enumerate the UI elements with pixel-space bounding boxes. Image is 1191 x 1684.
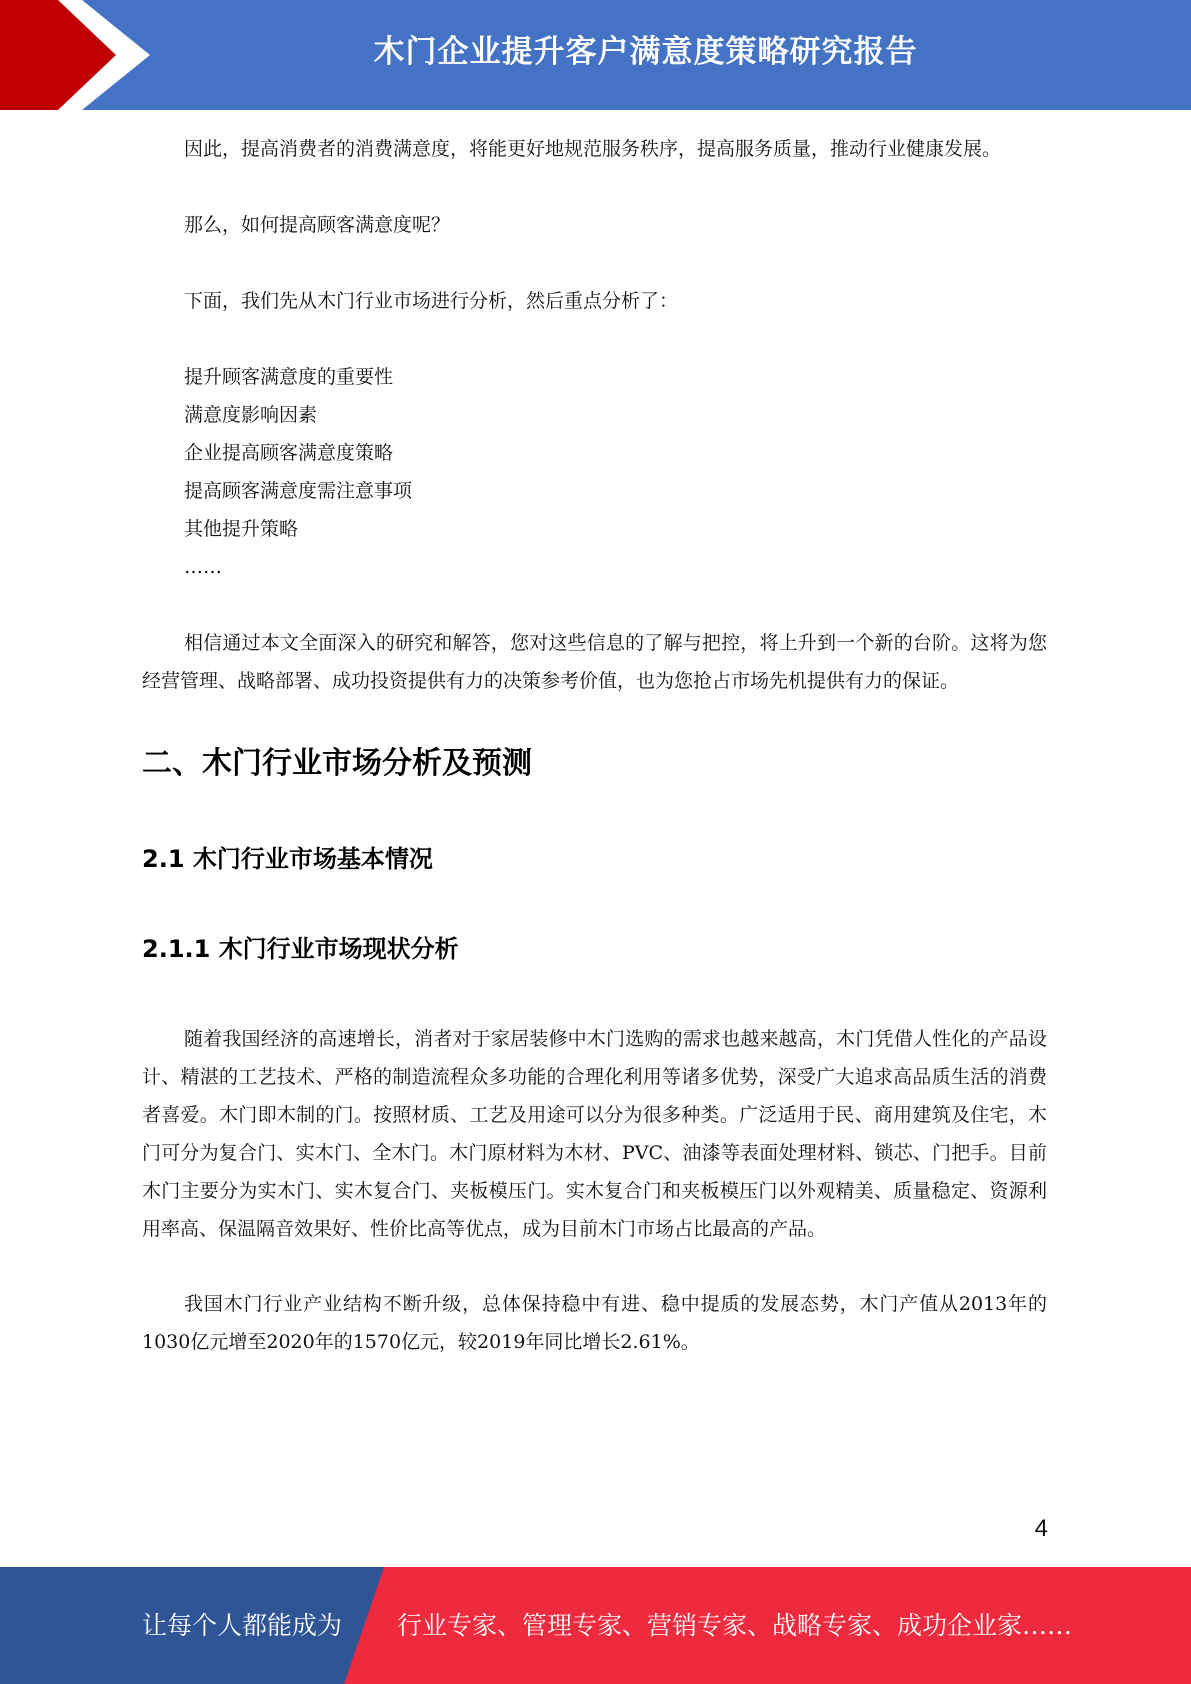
subsubsection-heading: 2.1.1 木门行业市场现状分析 bbox=[142, 935, 459, 963]
page-footer bbox=[0, 1567, 1191, 1684]
industry-output-paragraph: 我国木门行业产业结构不断升级，总体保持稳中有进、稳中提质的发展态势，木门产值从2013年的1030亿元增至2020年的1570亿元，较2019年同比增长2.61%。 bbox=[142, 1293, 1047, 1353]
market-status-paragraph: 随着我国经济的高速增长，消者对于家居装修中木门选购的需求也越来越高，木门凭借人性化的产品设计、精湛的工艺技术、严格的制造流程众多功能的合理化利用等诸多优势，深受广大追求高品质生活的消费者喜爱。木门即木制的门。按照材质、工艺及用途可以分为很多种类。广泛适用于民、商用建筑及住宅，木门可分为复合门、实木门、全木门。木门原材料为木材、PVC、油漆等表面处理材料、锁芯、门把手。目前木门主要分为实木门、实木复合门、夹板模压门。实木复合门和夹板模压门以外观精美、质量稳定、资源利用率高、保温隔音效果好、性价比高等优点，成为目前木门市场占比最高的产品。 bbox=[142, 1028, 1047, 1240]
list-item: 企业提高顾客满意度策略 bbox=[184, 442, 394, 464]
list-item: 提高顾客满意度需注意事项 bbox=[184, 480, 413, 502]
list-item: 满意度影响因素 bbox=[184, 404, 318, 426]
document-body bbox=[142, 130, 1047, 1361]
page-header bbox=[0, 0, 1191, 110]
footer-slogan-right: 行业专家、管理专家、营销专家、战略专家、成功企业家…… bbox=[397, 1611, 1073, 1640]
intro-paragraph: 因此，提高消费者的消费满意度，将能更好地规范服务秩序，提高服务质量，推动行业健康发展。 bbox=[184, 138, 1002, 160]
report-title: 木门企业提升客户满意度策略研究报告 bbox=[373, 34, 918, 70]
topic-list bbox=[142, 358, 1047, 586]
subsection-heading: 2.1 木门行业市场基本情况 bbox=[142, 845, 433, 873]
footer-slogan-left: 让每个人都能成为 bbox=[142, 1611, 343, 1640]
analysis-intro-paragraph: 下面，我们先从木门行业市场进行分析，然后重点分析了： bbox=[184, 290, 679, 312]
section-heading: 二、木门行业市场分析及预测 bbox=[142, 746, 532, 781]
list-item: …… bbox=[184, 556, 222, 578]
page-number: 4 bbox=[1034, 1515, 1048, 1542]
value-paragraph: 相信通过本文全面深入的研究和解答，您对这些信息的了解与把控，将上升到一个新的台阶。这将为您经营管理、战略部署、成功投资提供有力的决策参考价值，也为您抢占市场先机提供有力的保证。 bbox=[142, 632, 1047, 692]
list-item: 提升顾客满意度的重要性 bbox=[184, 366, 394, 388]
list-item: 其他提升策略 bbox=[184, 518, 299, 540]
question-paragraph: 那么，如何提高顾客满意度呢？ bbox=[184, 214, 451, 236]
